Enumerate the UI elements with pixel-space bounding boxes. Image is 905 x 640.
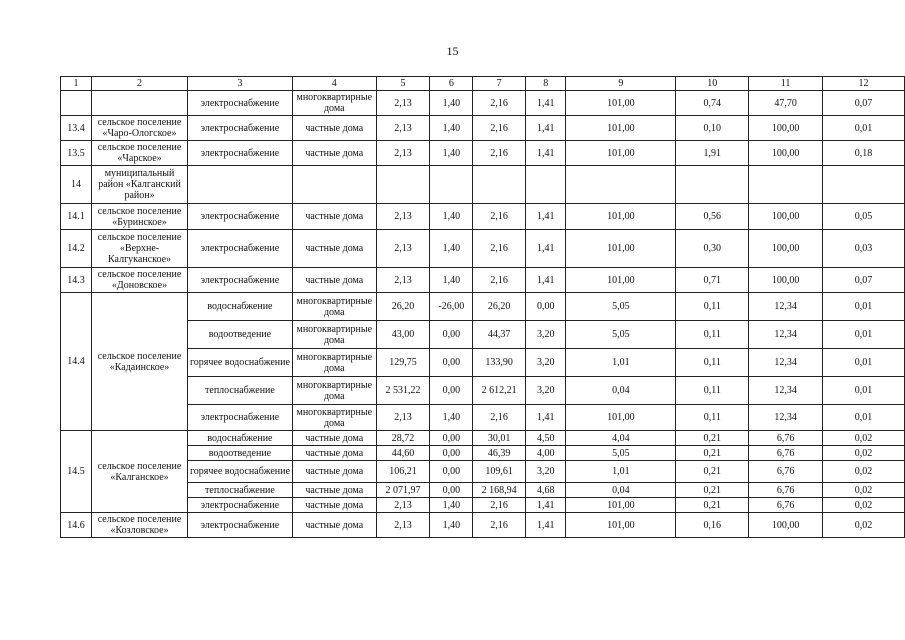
service-cell: водоснабжение bbox=[187, 431, 292, 446]
service-cell: водоотведение bbox=[187, 321, 292, 349]
value-cell-c5: 2,13 bbox=[376, 513, 430, 538]
value-cell-c10: 1,91 bbox=[676, 141, 749, 166]
value-cell-c7: 2,16 bbox=[473, 204, 526, 230]
value-cell-c11: 12,34 bbox=[749, 293, 823, 321]
value-cell-c9: 0,04 bbox=[566, 483, 676, 498]
housing-type-cell: частные дома bbox=[292, 498, 376, 513]
value-cell-c10: 0,21 bbox=[676, 483, 749, 498]
data-table bbox=[60, 76, 905, 538]
value-cell-c11 bbox=[749, 166, 823, 204]
value-cell-c11: 47,70 bbox=[749, 91, 823, 116]
value-cell-c6: 0,00 bbox=[430, 321, 473, 349]
housing-type-cell bbox=[292, 166, 376, 204]
value-cell-c10: 0,21 bbox=[676, 461, 749, 483]
value-cell-c11: 6,76 bbox=[749, 431, 823, 446]
value-cell-c12: 0,01 bbox=[823, 377, 905, 405]
service-cell bbox=[187, 166, 292, 204]
col-header-10: 10 bbox=[676, 77, 749, 91]
table-row bbox=[61, 405, 905, 431]
value-cell-c6: 0,00 bbox=[430, 483, 473, 498]
col-header-2: 2 bbox=[92, 77, 188, 91]
value-cell-c8: 1,41 bbox=[526, 141, 566, 166]
settlement-name-cell bbox=[92, 91, 188, 116]
value-cell-c12: 0,01 bbox=[823, 349, 905, 377]
value-cell-c9: 101,00 bbox=[566, 204, 676, 230]
value-cell-c12: 0,02 bbox=[823, 431, 905, 446]
housing-type-cell: многоквартирные дома bbox=[292, 377, 376, 405]
housing-type-cell: многоквартирные дома bbox=[292, 321, 376, 349]
table-row bbox=[61, 483, 905, 498]
value-cell-c7: 2 612,21 bbox=[473, 377, 526, 405]
value-cell-c9: 101,00 bbox=[566, 405, 676, 431]
value-cell-c5: 2,13 bbox=[376, 268, 430, 293]
value-cell-c8 bbox=[526, 166, 566, 204]
value-cell-c9: 101,00 bbox=[566, 116, 676, 141]
service-cell: горячее водоснабжение bbox=[187, 461, 292, 483]
value-cell-c10: 0,56 bbox=[676, 204, 749, 230]
value-cell-c5: 2 071,97 bbox=[376, 483, 430, 498]
value-cell-c5: 2,13 bbox=[376, 230, 430, 268]
value-cell-c5: 26,20 bbox=[376, 293, 430, 321]
value-cell-c11: 100,00 bbox=[749, 513, 823, 538]
housing-type-cell: частные дома bbox=[292, 230, 376, 268]
value-cell-c6: 1,40 bbox=[430, 230, 473, 268]
row-number-cell: 13.5 bbox=[61, 141, 92, 166]
value-cell-c8: 1,41 bbox=[526, 268, 566, 293]
col-header-4: 4 bbox=[292, 77, 376, 91]
value-cell-c11: 100,00 bbox=[749, 141, 823, 166]
service-cell: электроснабжение bbox=[187, 141, 292, 166]
value-cell-c9: 1,01 bbox=[566, 461, 676, 483]
service-cell: водоснабжение bbox=[187, 293, 292, 321]
service-cell: электроснабжение bbox=[187, 204, 292, 230]
value-cell-c12: 0,02 bbox=[823, 513, 905, 538]
value-cell-c6: 0,00 bbox=[430, 377, 473, 405]
service-cell: водоотведение bbox=[187, 446, 292, 461]
value-cell-c12: 0,05 bbox=[823, 204, 905, 230]
col-header-3: 3 bbox=[187, 77, 292, 91]
housing-type-cell: частные дома bbox=[292, 431, 376, 446]
table-row bbox=[61, 321, 905, 349]
service-cell: электроснабжение bbox=[187, 268, 292, 293]
row-number-cell: 14.6 bbox=[61, 513, 92, 538]
value-cell-c5: 2,13 bbox=[376, 91, 430, 116]
value-cell-c10: 0,21 bbox=[676, 498, 749, 513]
value-cell-c11: 100,00 bbox=[749, 230, 823, 268]
value-cell-c8: 1,41 bbox=[526, 91, 566, 116]
value-cell-c8: 0,00 bbox=[526, 293, 566, 321]
service-cell: горячее водоснабжение bbox=[187, 349, 292, 377]
value-cell-c7: 2,16 bbox=[473, 141, 526, 166]
value-cell-c7: 2 168,94 bbox=[473, 483, 526, 498]
housing-type-cell: многоквартирные дома bbox=[292, 405, 376, 431]
value-cell-c9: 101,00 bbox=[566, 513, 676, 538]
value-cell-c6: 1,40 bbox=[430, 268, 473, 293]
row-number-cell: 14.4 bbox=[61, 293, 92, 431]
settlement-name-cell: сельское поселение «Чаро-Ологское» bbox=[92, 116, 188, 141]
row-number-cell: 14 bbox=[61, 166, 92, 204]
value-cell-c8: 3,20 bbox=[526, 461, 566, 483]
value-cell-c5: 28,72 bbox=[376, 431, 430, 446]
value-cell-c11: 6,76 bbox=[749, 483, 823, 498]
housing-type-cell: частные дома bbox=[292, 461, 376, 483]
value-cell-c6: 1,40 bbox=[430, 141, 473, 166]
col-header-7: 7 bbox=[473, 77, 526, 91]
value-cell-c5: 106,21 bbox=[376, 461, 430, 483]
value-cell-c6: -26,00 bbox=[430, 293, 473, 321]
value-cell-c8: 1,41 bbox=[526, 498, 566, 513]
table-row bbox=[61, 461, 905, 483]
col-header-9: 9 bbox=[566, 77, 676, 91]
value-cell-c8: 1,41 bbox=[526, 204, 566, 230]
row-number-cell: 14.1 bbox=[61, 204, 92, 230]
value-cell-c10: 0,11 bbox=[676, 321, 749, 349]
value-cell-c7: 2,16 bbox=[473, 230, 526, 268]
value-cell-c5: 43,00 bbox=[376, 321, 430, 349]
service-cell: электроснабжение bbox=[187, 116, 292, 141]
value-cell-c7: 109,61 bbox=[473, 461, 526, 483]
value-cell-c10: 0,10 bbox=[676, 116, 749, 141]
row-number-cell: 14.3 bbox=[61, 268, 92, 293]
value-cell-c7: 2,16 bbox=[473, 91, 526, 116]
service-cell: электроснабжение bbox=[187, 513, 292, 538]
value-cell-c11: 12,34 bbox=[749, 321, 823, 349]
value-cell-c5: 2,13 bbox=[376, 116, 430, 141]
col-header-11: 11 bbox=[749, 77, 823, 91]
value-cell-c12: 0,03 bbox=[823, 230, 905, 268]
value-cell-c5: 2 531,22 bbox=[376, 377, 430, 405]
table-row bbox=[61, 446, 905, 461]
table-row bbox=[61, 230, 905, 268]
value-cell-c7: 2,16 bbox=[473, 513, 526, 538]
table-row bbox=[61, 349, 905, 377]
service-cell: электроснабжение bbox=[187, 405, 292, 431]
col-header-5: 5 bbox=[376, 77, 430, 91]
value-cell-c9: 101,00 bbox=[566, 141, 676, 166]
value-cell-c6: 1,40 bbox=[430, 116, 473, 141]
value-cell-c6: 1,40 bbox=[430, 513, 473, 538]
value-cell-c7 bbox=[473, 166, 526, 204]
value-cell-c12 bbox=[823, 166, 905, 204]
value-cell-c10: 0,21 bbox=[676, 431, 749, 446]
value-cell-c5: 2,13 bbox=[376, 498, 430, 513]
value-cell-c5: 2,13 bbox=[376, 141, 430, 166]
service-cell: электроснабжение bbox=[187, 230, 292, 268]
housing-type-cell: частные дома bbox=[292, 141, 376, 166]
col-header-1: 1 bbox=[61, 77, 92, 91]
value-cell-c10: 0,11 bbox=[676, 293, 749, 321]
value-cell-c11: 6,76 bbox=[749, 461, 823, 483]
value-cell-c12: 0,07 bbox=[823, 91, 905, 116]
service-cell: электроснабжение bbox=[187, 91, 292, 116]
value-cell-c9: 5,05 bbox=[566, 321, 676, 349]
table-row bbox=[61, 377, 905, 405]
value-cell-c10: 0,74 bbox=[676, 91, 749, 116]
value-cell-c9: 5,05 bbox=[566, 446, 676, 461]
value-cell-c8: 1,41 bbox=[526, 230, 566, 268]
value-cell-c9: 0,04 bbox=[566, 377, 676, 405]
row-number-cell: 14.5 bbox=[61, 431, 92, 513]
value-cell-c6: 1,40 bbox=[430, 405, 473, 431]
value-cell-c11: 12,34 bbox=[749, 349, 823, 377]
table-row bbox=[61, 431, 905, 446]
value-cell-c6: 0,00 bbox=[430, 431, 473, 446]
row-number-cell: 14.2 bbox=[61, 230, 92, 268]
page-number: 15 bbox=[446, 44, 459, 58]
value-cell-c9: 1,01 bbox=[566, 349, 676, 377]
housing-type-cell: частные дома bbox=[292, 268, 376, 293]
value-cell-c12: 0,18 bbox=[823, 141, 905, 166]
value-cell-c6: 1,40 bbox=[430, 204, 473, 230]
value-cell-c6 bbox=[430, 166, 473, 204]
value-cell-c8: 4,50 bbox=[526, 431, 566, 446]
value-cell-c5: 2,13 bbox=[376, 204, 430, 230]
value-cell-c10: 0,11 bbox=[676, 405, 749, 431]
value-cell-c7: 2,16 bbox=[473, 405, 526, 431]
table-row bbox=[61, 293, 905, 321]
value-cell-c12: 0,01 bbox=[823, 293, 905, 321]
value-cell-c9: 101,00 bbox=[566, 91, 676, 116]
header-row bbox=[61, 77, 905, 91]
table-row bbox=[61, 166, 905, 204]
value-cell-c7: 26,20 bbox=[473, 293, 526, 321]
value-cell-c11: 6,76 bbox=[749, 498, 823, 513]
value-cell-c8: 1,41 bbox=[526, 513, 566, 538]
value-cell-c8: 4,68 bbox=[526, 483, 566, 498]
value-cell-c8: 1,41 bbox=[526, 116, 566, 141]
housing-type-cell: многоквартирные дома bbox=[292, 293, 376, 321]
value-cell-c11: 6,76 bbox=[749, 446, 823, 461]
value-cell-c7: 30,01 bbox=[473, 431, 526, 446]
col-header-12: 12 bbox=[823, 77, 905, 91]
housing-type-cell: частные дома bbox=[292, 513, 376, 538]
table-row bbox=[61, 268, 905, 293]
housing-type-cell: многоквартирные дома bbox=[292, 349, 376, 377]
table-row bbox=[61, 141, 905, 166]
table-row bbox=[61, 513, 905, 538]
housing-type-cell: частные дома bbox=[292, 483, 376, 498]
housing-type-cell: частные дома bbox=[292, 446, 376, 461]
housing-type-cell: частные дома bbox=[292, 204, 376, 230]
row-number-cell bbox=[61, 91, 92, 116]
value-cell-c6: 0,00 bbox=[430, 461, 473, 483]
settlement-name-cell: муниципальный район «Калганский район» bbox=[92, 166, 188, 204]
table-row bbox=[61, 91, 905, 116]
value-cell-c8: 3,20 bbox=[526, 377, 566, 405]
value-cell-c5: 129,75 bbox=[376, 349, 430, 377]
settlement-name-cell: сельское поселение «Козловское» bbox=[92, 513, 188, 538]
value-cell-c11: 100,00 bbox=[749, 204, 823, 230]
value-cell-c11: 100,00 bbox=[749, 116, 823, 141]
value-cell-c5: 2,13 bbox=[376, 405, 430, 431]
value-cell-c6: 0,00 bbox=[430, 446, 473, 461]
row-number-cell: 13.4 bbox=[61, 116, 92, 141]
value-cell-c10: 0,11 bbox=[676, 377, 749, 405]
value-cell-c10 bbox=[676, 166, 749, 204]
housing-type-cell: многоквартирные дома bbox=[292, 91, 376, 116]
table-row bbox=[61, 498, 905, 513]
value-cell-c10: 0,11 bbox=[676, 349, 749, 377]
value-cell-c7: 2,16 bbox=[473, 268, 526, 293]
settlement-name-cell: сельское поселение «Буринское» bbox=[92, 204, 188, 230]
value-cell-c11: 100,00 bbox=[749, 268, 823, 293]
table-row bbox=[61, 116, 905, 141]
col-header-8: 8 bbox=[526, 77, 566, 91]
value-cell-c12: 0,02 bbox=[823, 498, 905, 513]
value-cell-c7: 46,39 bbox=[473, 446, 526, 461]
value-cell-c11: 12,34 bbox=[749, 405, 823, 431]
value-cell-c10: 0,16 bbox=[676, 513, 749, 538]
value-cell-c12: 0,07 bbox=[823, 268, 905, 293]
value-cell-c9: 101,00 bbox=[566, 268, 676, 293]
settlement-name-cell: сельское поселение «Кадаинское» bbox=[92, 293, 188, 431]
value-cell-c12: 0,02 bbox=[823, 483, 905, 498]
col-header-6: 6 bbox=[430, 77, 473, 91]
value-cell-c12: 0,02 bbox=[823, 446, 905, 461]
settlement-name-cell: сельское поселение «Доновское» bbox=[92, 268, 188, 293]
value-cell-c12: 0,01 bbox=[823, 405, 905, 431]
value-cell-c9: 101,00 bbox=[566, 230, 676, 268]
value-cell-c12: 0,01 bbox=[823, 321, 905, 349]
value-cell-c9 bbox=[566, 166, 676, 204]
value-cell-c5 bbox=[376, 166, 430, 204]
value-cell-c10: 0,71 bbox=[676, 268, 749, 293]
value-cell-c10: 0,21 bbox=[676, 446, 749, 461]
value-cell-c7: 2,16 bbox=[473, 498, 526, 513]
value-cell-c7: 2,16 bbox=[473, 116, 526, 141]
value-cell-c9: 4,04 bbox=[566, 431, 676, 446]
value-cell-c9: 101,00 bbox=[566, 498, 676, 513]
value-cell-c8: 1,41 bbox=[526, 405, 566, 431]
table-row bbox=[61, 204, 905, 230]
value-cell-c12: 0,02 bbox=[823, 461, 905, 483]
value-cell-c6: 1,40 bbox=[430, 498, 473, 513]
value-cell-c7: 133,90 bbox=[473, 349, 526, 377]
service-cell: теплоснабжение bbox=[187, 483, 292, 498]
housing-type-cell: частные дома bbox=[292, 116, 376, 141]
value-cell-c8: 4,00 bbox=[526, 446, 566, 461]
service-cell: электроснабжение bbox=[187, 498, 292, 513]
settlement-name-cell: сельское поселение «Верхне-Калгуканское» bbox=[92, 230, 188, 268]
value-cell-c6: 0,00 bbox=[430, 349, 473, 377]
value-cell-c8: 3,20 bbox=[526, 321, 566, 349]
value-cell-c7: 44,37 bbox=[473, 321, 526, 349]
value-cell-c5: 44,60 bbox=[376, 446, 430, 461]
settlement-name-cell: сельское поселение «Чарское» bbox=[92, 141, 188, 166]
table-body bbox=[61, 77, 905, 538]
value-cell-c10: 0,30 bbox=[676, 230, 749, 268]
value-cell-c12: 0,01 bbox=[823, 116, 905, 141]
value-cell-c11: 12,34 bbox=[749, 377, 823, 405]
service-cell: теплоснабжение bbox=[187, 377, 292, 405]
value-cell-c8: 3,20 bbox=[526, 349, 566, 377]
value-cell-c9: 5,05 bbox=[566, 293, 676, 321]
value-cell-c6: 1,40 bbox=[430, 91, 473, 116]
settlement-name-cell: сельское поселение «Калганское» bbox=[92, 431, 188, 513]
